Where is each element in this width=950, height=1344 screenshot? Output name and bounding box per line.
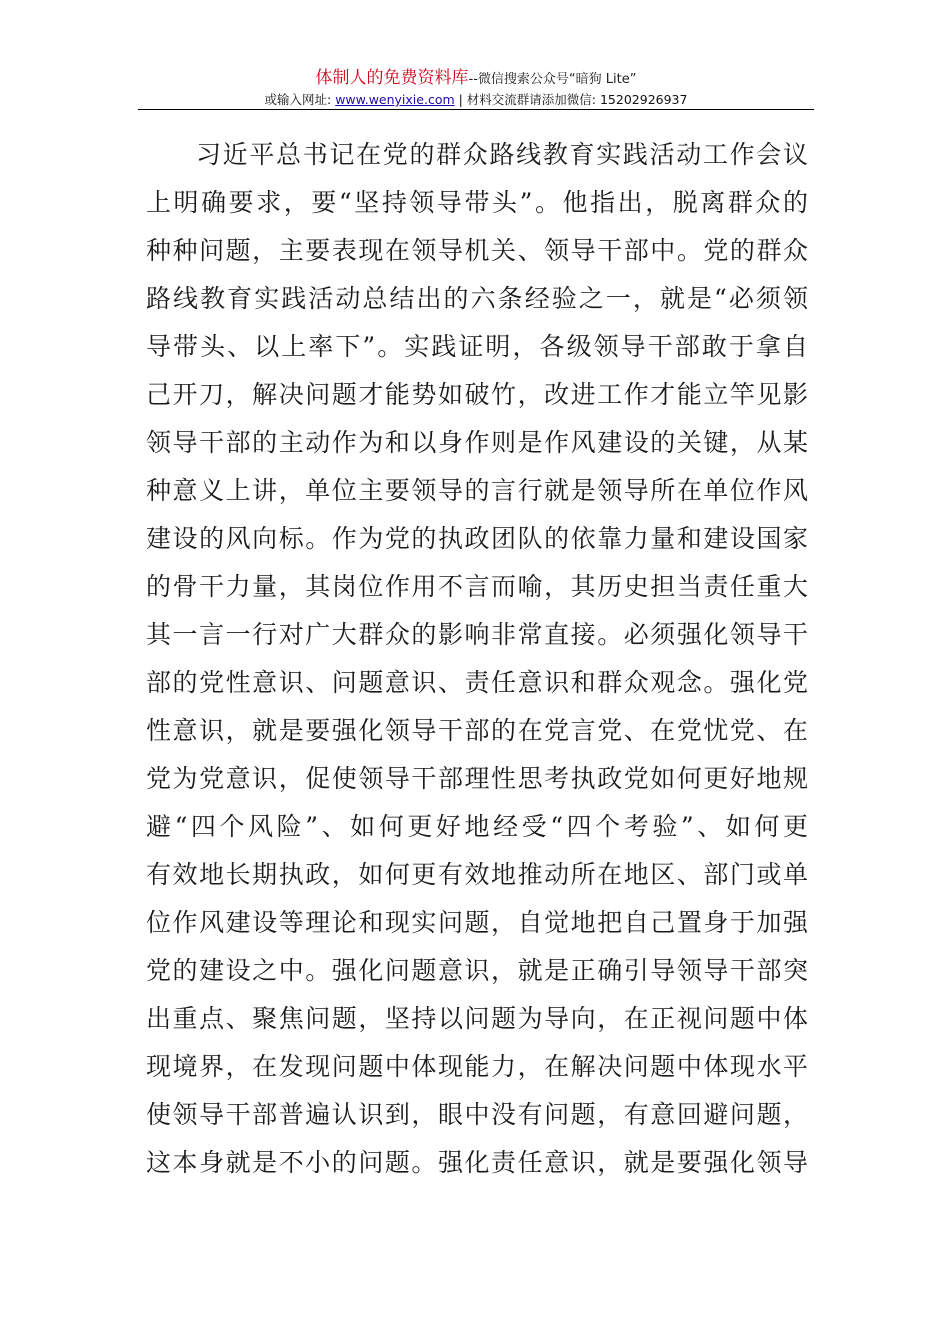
text-line: 使领导干部普遍认识到，眼中没有问题，有意回避问题， (146, 1100, 808, 1129)
text-line: 出重点、聚焦问题，坚持以问题为导向，在正视问题中体 (146, 1004, 808, 1033)
text-line: 部的党性意识、问题意识、责任意识和群众观念。强化党 (146, 668, 808, 697)
contact-info: | 材料交流群请添加微信: 15202926937 (454, 92, 688, 107)
website-link[interactable]: www.wenyixie.com (335, 92, 455, 107)
text-line: 路线教育实践活动总结出的六条经验之一，就是“必须领 (146, 284, 808, 313)
header-title-line (138, 68, 814, 90)
text-line: 位作风建设等理论和现实问题，自觉地把自己置身于加强 (146, 908, 808, 937)
text-line: 党的建设之中。强化问题意识，就是正确引导领导干部突 (146, 956, 808, 985)
text-line: 有效地长期执政，如何更有效地推动所在地区、部门或单 (146, 860, 808, 889)
text-line: 种种问题，主要表现在领导机关、领导干部中。党的群众 (146, 236, 808, 265)
text-line: 导带头、以上率下”。实践证明，各级领导干部敢于拿自 (146, 332, 808, 361)
url-prefix: 或输入网址: (264, 92, 336, 107)
text-line: 种意义上讲，单位主要领导的言行就是领导所在单位作风 (146, 476, 808, 505)
text-line: 性意识，就是要强化领导干部的在党言党、在党忧党、在 (146, 716, 808, 745)
header-divider (138, 109, 814, 110)
text-line: 领导干部的主动作为和以身作则是作风建设的关键，从某 (146, 428, 808, 457)
text-line: 其一言一行对广大群众的影响非常直接。必须强化领导干 (146, 620, 808, 649)
text-line: 己开刀，解决问题才能势如破竹，改进工作才能立竿见影 (146, 380, 808, 409)
text-line: 现境界，在发现问题中体现能力，在解决问题中体现水平 (146, 1052, 808, 1081)
page-header (138, 68, 814, 109)
text-line: 党为党意识，促使领导干部理性思考执政党如何更好地规 (146, 764, 808, 793)
text-line: 避“四个风险”、如何更好地经受“四个考验”、如何更 (146, 812, 808, 841)
text-line: 习近平总书记在党的群众路线教育实践活动工作会议 (196, 140, 808, 169)
brand-title: 体制人的免费资料库 (315, 68, 469, 88)
text-line: 这本身就是不小的问题。强化责任意识，就是要强化领导 (146, 1148, 808, 1177)
text-line: 上明确要求，要“坚持领导带头”。他指出，脱离群众的 (146, 188, 808, 217)
document-body (146, 131, 808, 1187)
header-contact-line (138, 91, 814, 109)
text-line: 的骨干力量，其岗位作用不言而喻，其历史担当责任重大 (146, 572, 808, 601)
header-tagline: --微信搜索公众号“暗狗 Lite” (468, 72, 637, 87)
text-line: 建设的风向标。作为党的执政团队的依靠力量和建设国家 (146, 524, 808, 553)
